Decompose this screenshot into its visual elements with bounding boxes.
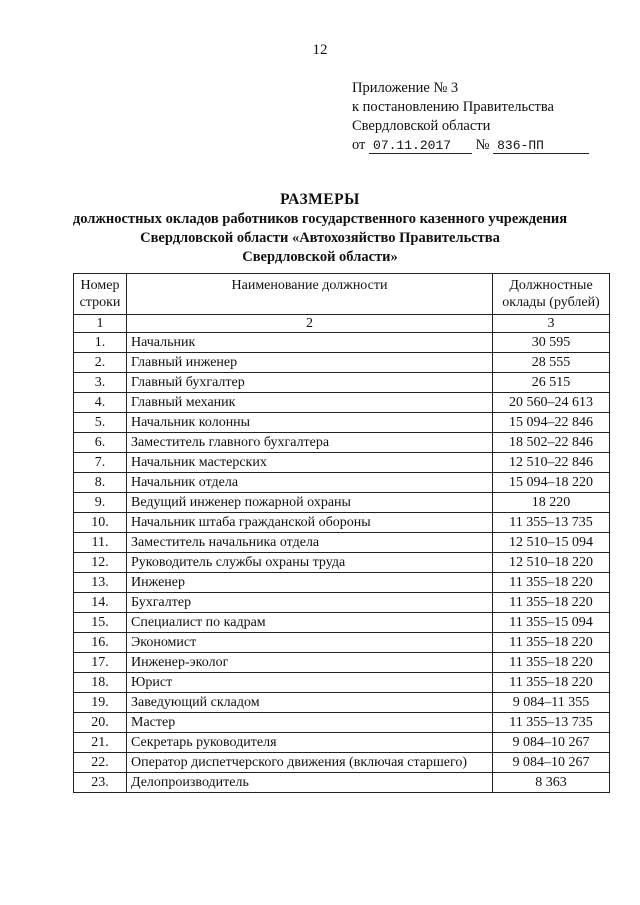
salary-value: 18 220 xyxy=(493,493,610,513)
position-name: Начальник штаба гражданской обороны xyxy=(127,513,493,533)
row-number: 13. xyxy=(74,573,127,593)
salary-value: 9 084–10 267 xyxy=(493,753,610,773)
order-number: 836-ПП xyxy=(493,138,589,154)
table-row xyxy=(74,333,610,353)
position-name: Начальник отдела xyxy=(127,473,493,493)
row-number: 11. xyxy=(74,533,127,553)
position-name: Инженер-эколог xyxy=(127,653,493,673)
table-row xyxy=(74,713,610,733)
position-name: Заместитель главного бухгалтера xyxy=(127,433,493,453)
salary-value: 15 094–22 846 xyxy=(493,413,610,433)
salary-value: 26 515 xyxy=(493,373,610,393)
document-title xyxy=(0,190,640,267)
table-row xyxy=(74,593,610,613)
table-row xyxy=(74,433,610,453)
row-number: 7. xyxy=(74,453,127,473)
row-number: 17. xyxy=(74,653,127,673)
position-name: Юрист xyxy=(127,673,493,693)
salary-value: 11 355–15 094 xyxy=(493,613,610,633)
position-name: Главный инженер xyxy=(127,353,493,373)
order-date: 07.11.2017 xyxy=(369,138,472,154)
appendix-region: Свердловской области xyxy=(352,118,491,134)
row-number: 1. xyxy=(74,333,127,353)
salary-value: 9 084–10 267 xyxy=(493,733,610,753)
header-salary: Должностные оклады (рублей) xyxy=(493,274,610,315)
salary-value: 11 355–13 735 xyxy=(493,713,610,733)
salary-value: 18 502–22 846 xyxy=(493,433,610,453)
salary-value: 11 355–13 735 xyxy=(493,513,610,533)
row-number: 3. xyxy=(74,373,127,393)
table-row xyxy=(74,613,610,633)
salary-value: 30 595 xyxy=(493,333,610,353)
position-name: Инженер xyxy=(127,573,493,593)
table-row xyxy=(74,753,610,773)
row-number: 5. xyxy=(74,413,127,433)
position-name: Заведующий складом xyxy=(127,693,493,713)
table-row xyxy=(74,353,610,373)
row-number: 15. xyxy=(74,613,127,633)
row-number: 22. xyxy=(74,753,127,773)
table-row xyxy=(74,373,610,393)
order-line xyxy=(352,136,589,155)
table-row xyxy=(74,393,610,413)
row-number: 14. xyxy=(74,593,127,613)
position-name: Экономист xyxy=(127,633,493,653)
position-name: Секретарь руководителя xyxy=(127,733,493,753)
salary-value: 11 355–18 220 xyxy=(493,573,610,593)
column-index-2: 2 xyxy=(127,315,493,333)
table-row xyxy=(74,453,610,473)
row-number: 23. xyxy=(74,773,127,793)
table-row xyxy=(74,533,610,553)
salary-value: 11 355–18 220 xyxy=(493,673,610,693)
table-row xyxy=(74,553,610,573)
table-row xyxy=(74,573,610,593)
table-header-row xyxy=(74,274,610,315)
row-number: 6. xyxy=(74,433,127,453)
salary-value: 8 363 xyxy=(493,773,610,793)
appendix-title: Приложение № 3 xyxy=(352,80,459,96)
header-position-name: Наименование должности xyxy=(127,274,493,315)
appendix-block xyxy=(352,79,589,155)
date-prefix: от xyxy=(352,137,366,153)
salary-value: 11 355–18 220 xyxy=(493,653,610,673)
table-row xyxy=(74,673,610,693)
table-row xyxy=(74,693,610,713)
position-name: Начальник xyxy=(127,333,493,353)
salary-value: 9 084–11 355 xyxy=(493,693,610,713)
table-row xyxy=(74,513,610,533)
title-line-2: Свердловской области «Автохозяйство Правительства xyxy=(140,230,500,246)
appendix-reference: к постановлению Правительства xyxy=(352,99,554,115)
table-row xyxy=(74,773,610,793)
position-name: Бухгалтер xyxy=(127,593,493,613)
salary-value: 12 510–18 220 xyxy=(493,553,610,573)
row-number: 18. xyxy=(74,673,127,693)
table-row xyxy=(74,653,610,673)
column-index-1: 1 xyxy=(74,315,127,333)
number-prefix: № xyxy=(475,137,490,153)
row-number: 8. xyxy=(74,473,127,493)
position-name: Мастер xyxy=(127,713,493,733)
position-name: Главный механик xyxy=(127,393,493,413)
table-row xyxy=(74,413,610,433)
title-line-1: должностных окладов работников государственного казенного учреждения xyxy=(72,211,568,227)
table-row xyxy=(74,493,610,513)
salary-value: 15 094–18 220 xyxy=(493,473,610,493)
position-name: Начальник мастерских xyxy=(127,453,493,473)
salary-value: 28 555 xyxy=(493,353,610,373)
row-number: 2. xyxy=(74,353,127,373)
row-number: 19. xyxy=(74,693,127,713)
title-main: РАЗМЕРЫ xyxy=(280,191,360,208)
salary-value: 12 510–15 094 xyxy=(493,533,610,553)
table-row xyxy=(74,733,610,753)
table-row xyxy=(74,473,610,493)
salary-table xyxy=(73,273,610,793)
position-name: Ведущий инженер пожарной охраны xyxy=(127,493,493,513)
row-number: 21. xyxy=(74,733,127,753)
row-number: 12. xyxy=(74,553,127,573)
position-name: Оператор диспетчерского движения (включая старшего) xyxy=(127,753,493,773)
position-name: Главный бухгалтер xyxy=(127,373,493,393)
salary-value: 11 355–18 220 xyxy=(493,633,610,653)
row-number: 9. xyxy=(74,493,127,513)
position-name: Делопроизводитель xyxy=(127,773,493,793)
table-row xyxy=(74,633,610,653)
position-name: Начальник колонны xyxy=(127,413,493,433)
title-line-3: Свердловской области» xyxy=(242,249,398,265)
page-number: 12 xyxy=(312,42,328,58)
column-index-3: 3 xyxy=(493,315,610,333)
position-name: Специалист по кадрам xyxy=(127,613,493,633)
header-row-number: Номер строки xyxy=(74,274,127,315)
column-index-row xyxy=(74,315,610,333)
position-name: Заместитель начальника отдела xyxy=(127,533,493,553)
row-number: 20. xyxy=(74,713,127,733)
row-number: 16. xyxy=(74,633,127,653)
salary-value: 20 560–24 613 xyxy=(493,393,610,413)
salary-value: 12 510–22 846 xyxy=(493,453,610,473)
row-number: 4. xyxy=(74,393,127,413)
position-name: Руководитель службы охраны труда xyxy=(127,553,493,573)
row-number: 10. xyxy=(74,513,127,533)
salary-value: 11 355–18 220 xyxy=(493,593,610,613)
